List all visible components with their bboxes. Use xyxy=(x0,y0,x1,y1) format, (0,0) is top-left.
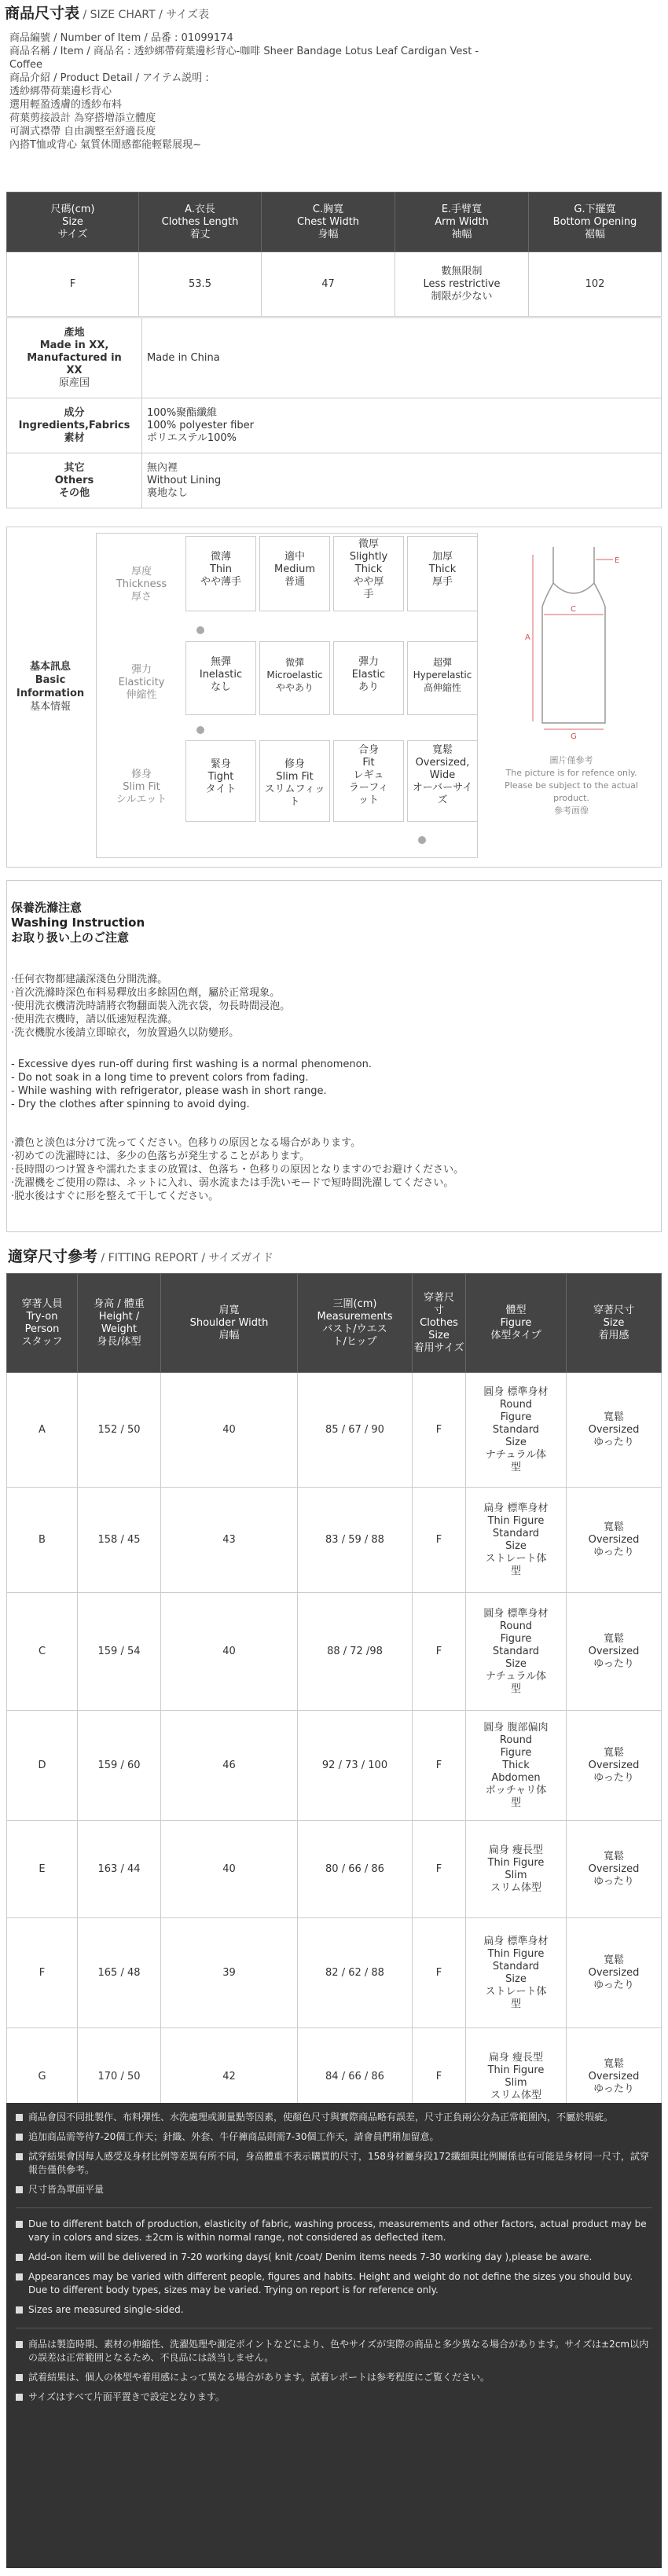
person-cell: A xyxy=(7,1373,78,1488)
fit-cell: 寬鬆 Oversized ゆったり xyxy=(567,2028,662,2126)
height-weight-cell: 159 / 60 xyxy=(78,1711,161,1821)
chest-col-header: C.胸寬 Chest Width 身幅 xyxy=(262,193,395,252)
height-weight-cell: 170 / 50 xyxy=(78,2028,161,2126)
size-cell: F xyxy=(7,252,139,317)
fit-tight: 緊身 Tight タイト xyxy=(185,740,256,822)
height-weight-cell: 158 / 45 xyxy=(78,1488,161,1593)
fit-cell: 寬鬆 Oversized ゆったり xyxy=(567,1593,662,1711)
clothes-size-cell: F xyxy=(413,1821,466,1918)
size-col-header: 尺碼(cm) Size サイズ xyxy=(7,193,139,252)
fit-oversized: 寬鬆 Oversized, Wide オーバーサイ ズ xyxy=(407,740,478,822)
clothes-size-cell: F xyxy=(413,1918,466,2028)
product-line: Coffee xyxy=(9,59,42,71)
figure-col-header: 體型 Figure 体型タイプ xyxy=(466,1274,567,1373)
product-line: 內搭T恤或背心 氣質休閒感都能輕鬆展現~ xyxy=(9,139,201,151)
thickness-options xyxy=(185,536,478,613)
figure-cell: 扁身 標準身材 Thin Figure Standard Size ストレート体 型 xyxy=(466,1488,567,1593)
shoulder-cell: 39 xyxy=(161,1918,298,2028)
elasticity-inelastic: 無彈 Inelastic なし xyxy=(185,641,256,715)
thickness-selected-dot xyxy=(196,626,204,634)
clothes-size-cell: F xyxy=(413,1488,466,1593)
measurements-cell: 84 / 66 / 86 xyxy=(298,2028,413,2126)
notes-ja: 商品は製造時期、素材の伸縮性、洗濯処理や測定ポイントなどにより、色やサイズが実際の商品と多少異なる場合があります。サイズは±2cm以内の誤差は正常範囲となるため、不良品には該当しません。 試着結果は、個人の体型や着用感によって異なる場合があります。試着レポートは参考程度にご覧ください。 サイズはすべて片面平置きで設定となります。 xyxy=(16,2328,652,2404)
basic-info-title: 基本訊息 Basic Information 基本情報 xyxy=(16,661,85,713)
measurements-cell: 85 / 67 / 90 xyxy=(298,1373,413,1488)
clothes-size-cell: F xyxy=(413,1373,466,1488)
fit-cell: 寬鬆 Oversized ゆったり xyxy=(567,1488,662,1593)
clothes-size-cell: F xyxy=(413,1711,466,1821)
thickness-medium: 適中 Medium 普通 xyxy=(259,536,330,611)
fit-selected-dot xyxy=(418,836,426,844)
fabric-value: 100%聚酯纖維 100% polyester fiber ポリエステル100% xyxy=(142,398,662,453)
measurements-cell: 80 / 66 / 86 xyxy=(298,1821,413,1918)
elasticity-elastic: 彈力 Elastic あり xyxy=(333,641,404,715)
garment-diagram xyxy=(487,536,655,740)
fit-cell: 寬鬆 Oversized ゆったり xyxy=(567,1821,662,1918)
diagram-letter-e: E xyxy=(615,556,620,565)
measurements-cell: 92 / 73 / 100 xyxy=(298,1711,413,1821)
shoulder-col-header: 肩寬 Shoulder Width 肩幅 xyxy=(161,1274,298,1373)
chest-cell: 47 xyxy=(262,252,395,317)
washing-title: 保養洗滌注意 Washing Instruction お取り扱い上のご注意 xyxy=(11,901,145,945)
measurements-col-header: 三圍(cm) Measurements バスト/ウエス ト/ヒップ xyxy=(298,1274,413,1373)
thickness-label: 厚度 Thickness 厚さ xyxy=(116,566,167,603)
person-cell: B xyxy=(7,1488,78,1593)
arm-col-header: E.手臂寬 Arm Width 袖幅 xyxy=(395,193,529,252)
fit-slim: 修身 Slim Fit スリムフィット xyxy=(259,740,330,822)
thickness-thin: 微薄 Thin やや薄手 xyxy=(185,536,256,611)
person-cell: D xyxy=(7,1711,78,1821)
product-line: 荷葉剪接設計 為穿搭增添立體度 xyxy=(9,112,156,124)
size-chart-subtitle: / SIZE CHART / サイズ表 xyxy=(83,9,210,21)
height-weight-cell: 163 / 44 xyxy=(78,1821,161,1918)
elasticity-microelastic: 微彈 Microelastic ややあり xyxy=(259,641,330,715)
fitting-row xyxy=(7,1918,662,2028)
fitting-row xyxy=(7,1488,662,1593)
person-cell: C xyxy=(7,1593,78,1711)
person-col-header: 穿著人員 Try-on Person スタッフ xyxy=(7,1274,78,1373)
figure-cell: 圓身 標準身材 Round Figure Standard Size ナチュラル体 型 xyxy=(466,1373,567,1488)
product-detail xyxy=(9,31,662,152)
fabric-label: 成分 Ingredients,Fabrics 素材 xyxy=(7,398,142,453)
elasticity-options xyxy=(185,641,478,717)
washing-zh: ‧任何衣物都建議深淺色分開洗滌。 ‧首次洗滌時深色布料易釋放出多餘固色劑，屬於正常現象。 ‧使用洗衣機清洗時請將衣物翻面裝入洗衣袋，勿長時間浸泡。 ‧使用洗衣機時，請以低速短程洗滌。 ‧洗衣機脫水後請立即晾衣，勿放置過久以防變形。 xyxy=(11,974,291,1039)
size-table xyxy=(6,192,662,317)
shoulder-cell: 42 xyxy=(161,2028,298,2126)
shoulder-cell: 43 xyxy=(161,1488,298,1593)
diagram-letter-c: C xyxy=(571,605,576,614)
fit-label: 修身 Slim Fit シルエット xyxy=(116,769,167,805)
shoulder-cell: 40 xyxy=(161,1373,298,1488)
measurements-cell: 82 / 62 / 88 xyxy=(298,1918,413,2028)
notes-panel xyxy=(6,2103,662,2568)
notes-en: Due to different batch of production, elasticity of fabric, washing process, measurements and other factors, actual product may be vary in colors and sizes. ±2cm is within normal range, not considered as deflected item. Add-on item will be delivered in 7-20 working days( knit /coat/ Denim items needs 7-30 working day ),please be aware. Appearances may be varied with different people, figures and habits. Height and weight do not define the sizes you should buy. Due to different body types, sizes may be varied. Trying on report is for reference only. Sizes are measured single-sided. xyxy=(16,2207,652,2317)
fit-cell: 寬鬆 Oversized ゆったり xyxy=(567,1373,662,1488)
size-chart-header xyxy=(5,6,668,22)
fitting-table xyxy=(6,1273,662,2126)
shoulder-cell: 46 xyxy=(161,1711,298,1821)
fitting-header xyxy=(8,1249,668,1265)
figure-cell: 扁身 瘦長型 Thin Figure Slim スリム体型 xyxy=(466,2028,567,2126)
clothes-size-col-header: 穿著尺 寸 Clothes Size 着用サイズ xyxy=(413,1274,466,1373)
product-line: 選用輕盈透膚的透紗布料 xyxy=(9,99,123,111)
bottom-col-header: G.下擺寬 Bottom Opening 裾幅 xyxy=(529,193,662,252)
fit-options xyxy=(185,740,478,824)
origin-value: Made in China xyxy=(142,318,662,398)
arm-cell: 數無限制 Less restrictive 制限が少ない xyxy=(395,252,529,317)
person-cell: G xyxy=(7,2028,78,2126)
figure-cell: 圓身 腹部偏肉 Round Figure Thick Abdomen ポッチャリ体 型 xyxy=(466,1711,567,1821)
figure-cell: 扁身 標準身材 Thin Figure Standard Size ストレート体 型 xyxy=(466,1918,567,2028)
clothes-size-cell: F xyxy=(413,2028,466,2126)
origin-label: 產地 Made in XX, Manufactured in XX 原産国 xyxy=(7,318,142,398)
others-value: 無內裡 Without Lining 裏地なし xyxy=(142,453,662,508)
height-weight-cell: 165 / 48 xyxy=(78,1918,161,2028)
fit-col-header: 穿著尺寸 Size 着用感 xyxy=(567,1274,662,1373)
height-col-header: 身高 / 體重 Height / Weight 身長/体型 xyxy=(78,1274,161,1373)
bottom-cell: 102 xyxy=(529,252,662,317)
shoulder-cell: 40 xyxy=(161,1593,298,1711)
fit-regular: 合身 Fit レギュ ラーフィ ット xyxy=(333,740,404,822)
diagram-letter-g: G xyxy=(571,732,577,740)
height-weight-cell: 152 / 50 xyxy=(78,1373,161,1488)
info-table xyxy=(6,317,662,508)
product-line: 商品介紹 / Product Detail / アイテム説明 : xyxy=(9,72,209,84)
length-cell: 53.5 xyxy=(139,252,262,317)
height-weight-cell: 159 / 54 xyxy=(78,1593,161,1711)
washing-en: - Excessive dyes run-off during first washing is a normal phenomenon. - Do not soak in a long time to prevent colors from fading. - While washing with refrigerator, please wash in short range. - Dry the clothes after spinning to avoid dying. xyxy=(11,1059,372,1110)
fit-cell: 寬鬆 Oversized ゆったり xyxy=(567,1711,662,1821)
fit-cell: 寬鬆 Oversized ゆったり xyxy=(567,1918,662,2028)
fitting-title: 適穿尺寸參考 xyxy=(8,1248,98,1265)
elasticity-label: 彈力 Elasticity 伸縮性 xyxy=(118,664,165,701)
fitting-row xyxy=(7,1711,662,1821)
picture-caption: 圖片僅參考 The picture is for refence only. Please be subject to the actual product. 參考画像 xyxy=(505,755,638,816)
elasticity-selected-dot xyxy=(196,726,204,734)
elasticity-hyperelastic: 超彈 Hyperelastic 高伸縮性 xyxy=(407,641,478,715)
measurements-cell: 83 / 59 / 88 xyxy=(298,1488,413,1593)
person-cell: E xyxy=(7,1821,78,1918)
product-line: 透紗綁帶荷葉邊杉背心 xyxy=(9,86,112,97)
notes-zh: 商品會因不同批製作、布料彈性、水洗處理或測量點等因素，使顏色尺寸與實際商品略有誤差，尺寸正負兩公分為正常範圍內，不屬於瑕疵。 追加商品需等待7-20個工作天；針織、外套、牛仔褲商品則需7-30個工作天，請會員們稍加留意。 試穿結果會因每人感受及身材比例等差異有所不同，身高體重不表示購買的尺寸，158身材屬身段172纖細與比例關係也有可能是身材同一尺寸，試穿報告僅供參考。 尺寸皆為單面平量 xyxy=(16,2111,652,2196)
figure-cell: 扁身 瘦長型 Thin Figure Slim スリム体型 xyxy=(466,1821,567,1918)
washing-ja: ‧濃色と淡色は分けて洗ってください。色移りの原因となる場合があります。 ‧初めての洗濯時には、多少の色落ちが発生することがあります。 ‧長時間のつけ置きや濡れたままの放置は、色落ち・色移りの原因となりますのでお避けください。 ‧洗濯機をご使用の際は、ネットに入れ、弱水流または手洗いモードで短時間洗濯してください。 ‧脱水後はすぐに形を整えて干してください。 xyxy=(11,1137,464,1202)
measurements-cell: 88 / 72 /98 xyxy=(298,1593,413,1711)
product-line: 可調式襟帶 自由調整至舒適長度 xyxy=(9,126,156,138)
person-cell: F xyxy=(7,1918,78,2028)
shoulder-cell: 40 xyxy=(161,1821,298,1918)
fitting-row xyxy=(7,1373,662,1488)
thickness-thick: 加厚 Thick 厚手 xyxy=(407,536,478,611)
others-label: 其它 Others その他 xyxy=(7,453,142,508)
product-line: 商品編號 / Number of Item / 品番 : 01099174 xyxy=(9,32,233,44)
diagram-letter-a: A xyxy=(525,633,530,642)
product-line: 商品名稱 / Item / 商品名 : 透紗綁帶荷葉邊杉背心-咖啡 Sheer Bandage Lotus Leaf Cardigan Vest - xyxy=(9,46,479,57)
fitting-subtitle: / FITTING REPORT / サイズガイド xyxy=(101,1252,273,1264)
fitting-row xyxy=(7,1593,662,1711)
thickness-slightly-thick: 微厚 Slightly Thick やや厚 手 xyxy=(333,536,404,611)
length-col-header: A.衣長 Clothes Length 着丈 xyxy=(139,193,262,252)
size-chart-title: 商品尺寸表 xyxy=(5,5,80,22)
figure-cell: 圓身 標準身材 Round Figure Standard Size ナチュラル体 型 xyxy=(466,1593,567,1711)
fitting-row xyxy=(7,1821,662,1918)
clothes-size-cell: F xyxy=(413,1593,466,1711)
